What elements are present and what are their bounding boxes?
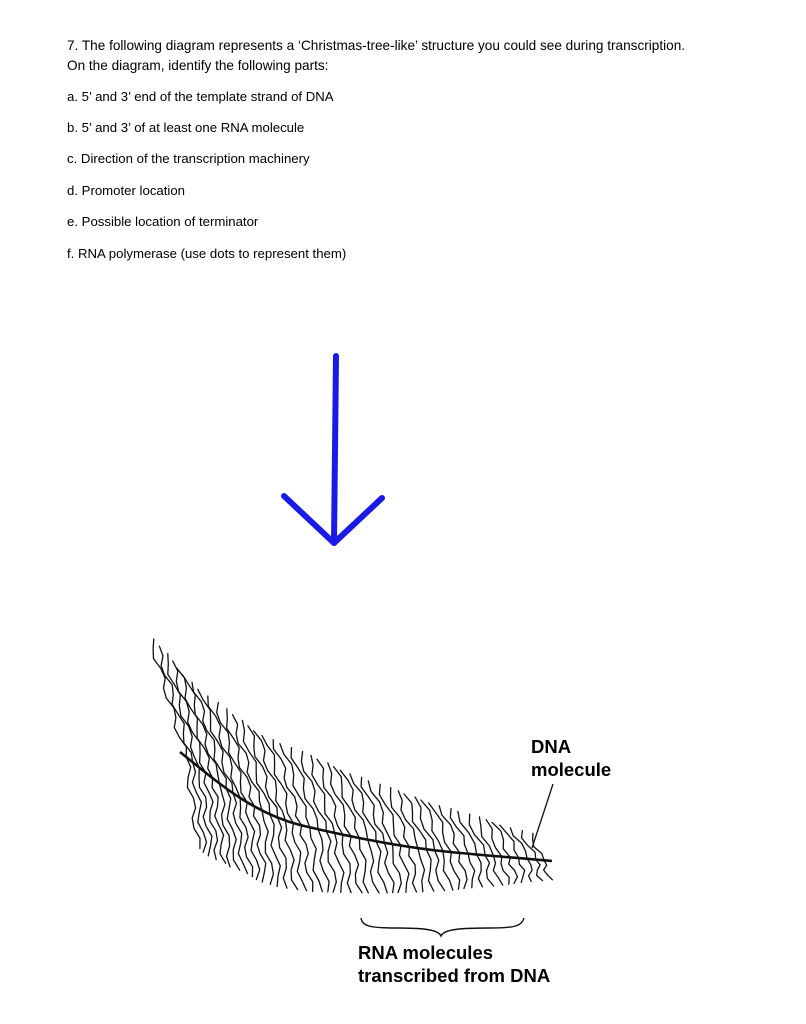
rna-fibril [368,840,379,893]
rna-molecules-label [358,941,550,987]
rna-fibril [226,788,240,870]
rna-fibril [418,848,425,892]
rna-fibril [280,744,310,828]
rna-fibril [359,838,368,893]
rna-fibril [501,857,509,885]
rna-brace [361,918,524,936]
rna-fibril [509,857,518,883]
part-b: b. 5’ and 3’ of at least one RNA molecule [67,120,305,135]
rna-fibril [177,668,213,778]
rna-fibril [270,814,281,886]
rna-label-line1: RNA molecules [358,942,494,963]
rna-fibril [459,853,467,889]
rna-fibril [317,759,343,835]
rna-fibril [426,849,434,891]
rna-label-line2: transcribed from DNA [358,965,551,986]
rna-fibril [186,757,200,849]
arrow-shaft [334,356,336,543]
rna-fibril [500,825,519,858]
part-c: c. Direction of the transcription machinery [67,151,310,166]
rna-fibril [510,828,527,859]
rna-fibril [533,833,544,860]
rna-fibril [477,855,483,887]
rna-fibril [536,860,543,881]
rna-fibril [409,847,417,892]
rna-fibril [198,689,233,793]
rna-fibril [183,675,219,783]
rna-fibril [361,777,384,842]
rna-fibril [368,781,392,844]
rna-fibril [278,818,288,889]
rna-fibril [173,661,206,773]
part-a: a. 5’ and 3’ end of the template strand of DNA [67,89,334,104]
dna-molecule-label [531,735,611,781]
rna-fibril [292,823,306,891]
rna-fibril [527,859,532,882]
dna-label-line1: DNA [531,736,572,757]
dna-label-line2: molecule [531,759,612,780]
question-intro: On the diagram, identify the following parts: [67,58,329,73]
down-arrow-icon [284,356,382,543]
rna-fibril [469,814,485,855]
rna-fibril [468,854,475,888]
part-e: e. Possible location of terminator [67,214,259,229]
question-title: 7. The following diagram represents a ‘Christmas-tree-like’ structure you could see during transcription. [67,38,686,53]
rna-fibril [376,841,387,893]
rna-fibril [519,858,525,882]
rna-fibril [285,821,298,890]
rna-fibril [326,831,336,892]
dna-label-pointer [532,784,553,848]
rna-fibril [485,855,494,886]
rna-fibril [544,860,553,880]
rna-fibril [153,639,186,757]
part-d: d. Promoter location [67,183,186,198]
rna-fibril [450,852,460,889]
part-f: f. RNA polymerase (use dots to represent them) [67,246,347,261]
